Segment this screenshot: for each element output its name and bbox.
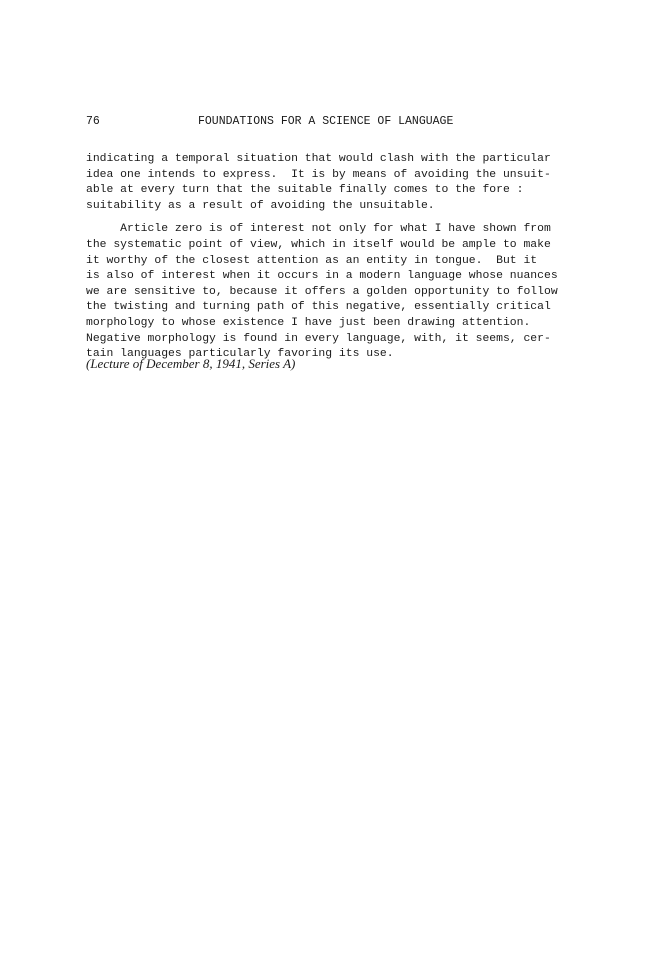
paragraph-1 [86, 152, 576, 214]
lecture-citation: (Lecture of December 8, 1941, Series A) [86, 356, 296, 371]
body-text [86, 152, 576, 363]
paragraph-2 [86, 222, 576, 362]
page-number: 76 [86, 115, 100, 128]
page-header [86, 114, 566, 130]
text-line: Negative morphology is found in every language, with, it seems, cer- [86, 332, 551, 345]
text-line: tain languages particularly favoring its use. [86, 348, 394, 361]
text-line: the systematic point of view, which in itself would be ample to make [86, 238, 551, 251]
text-line: able at every turn that the suitable finally comes to the fore : [86, 184, 524, 197]
text-line: it worthy of the closest attention as an entity in tongue. But it [86, 254, 538, 267]
text-line: indicating a temporal situation that would clash with the particular [86, 153, 551, 165]
text-line: the twisting and turning path of this negative, essentially critical [86, 301, 551, 314]
text-line: idea one intends to express. It is by means of avoiding the unsuit- [86, 168, 551, 181]
text-line: is also of interest when it occurs in a modern language whose nuances [86, 270, 558, 283]
text-line: suitability as a result of avoiding the unsuitable. [86, 199, 435, 212]
text-line: Article zero is of interest not only for what I have shown from [86, 223, 551, 236]
text-line: we are sensitive to, because it offers a golden opportunity to follow [86, 285, 558, 298]
text-line: morphology to whose existence I have just been drawing attention. [86, 316, 531, 329]
running-title: FOUNDATIONS FOR A SCIENCE OF LANGUAGE [198, 115, 454, 128]
